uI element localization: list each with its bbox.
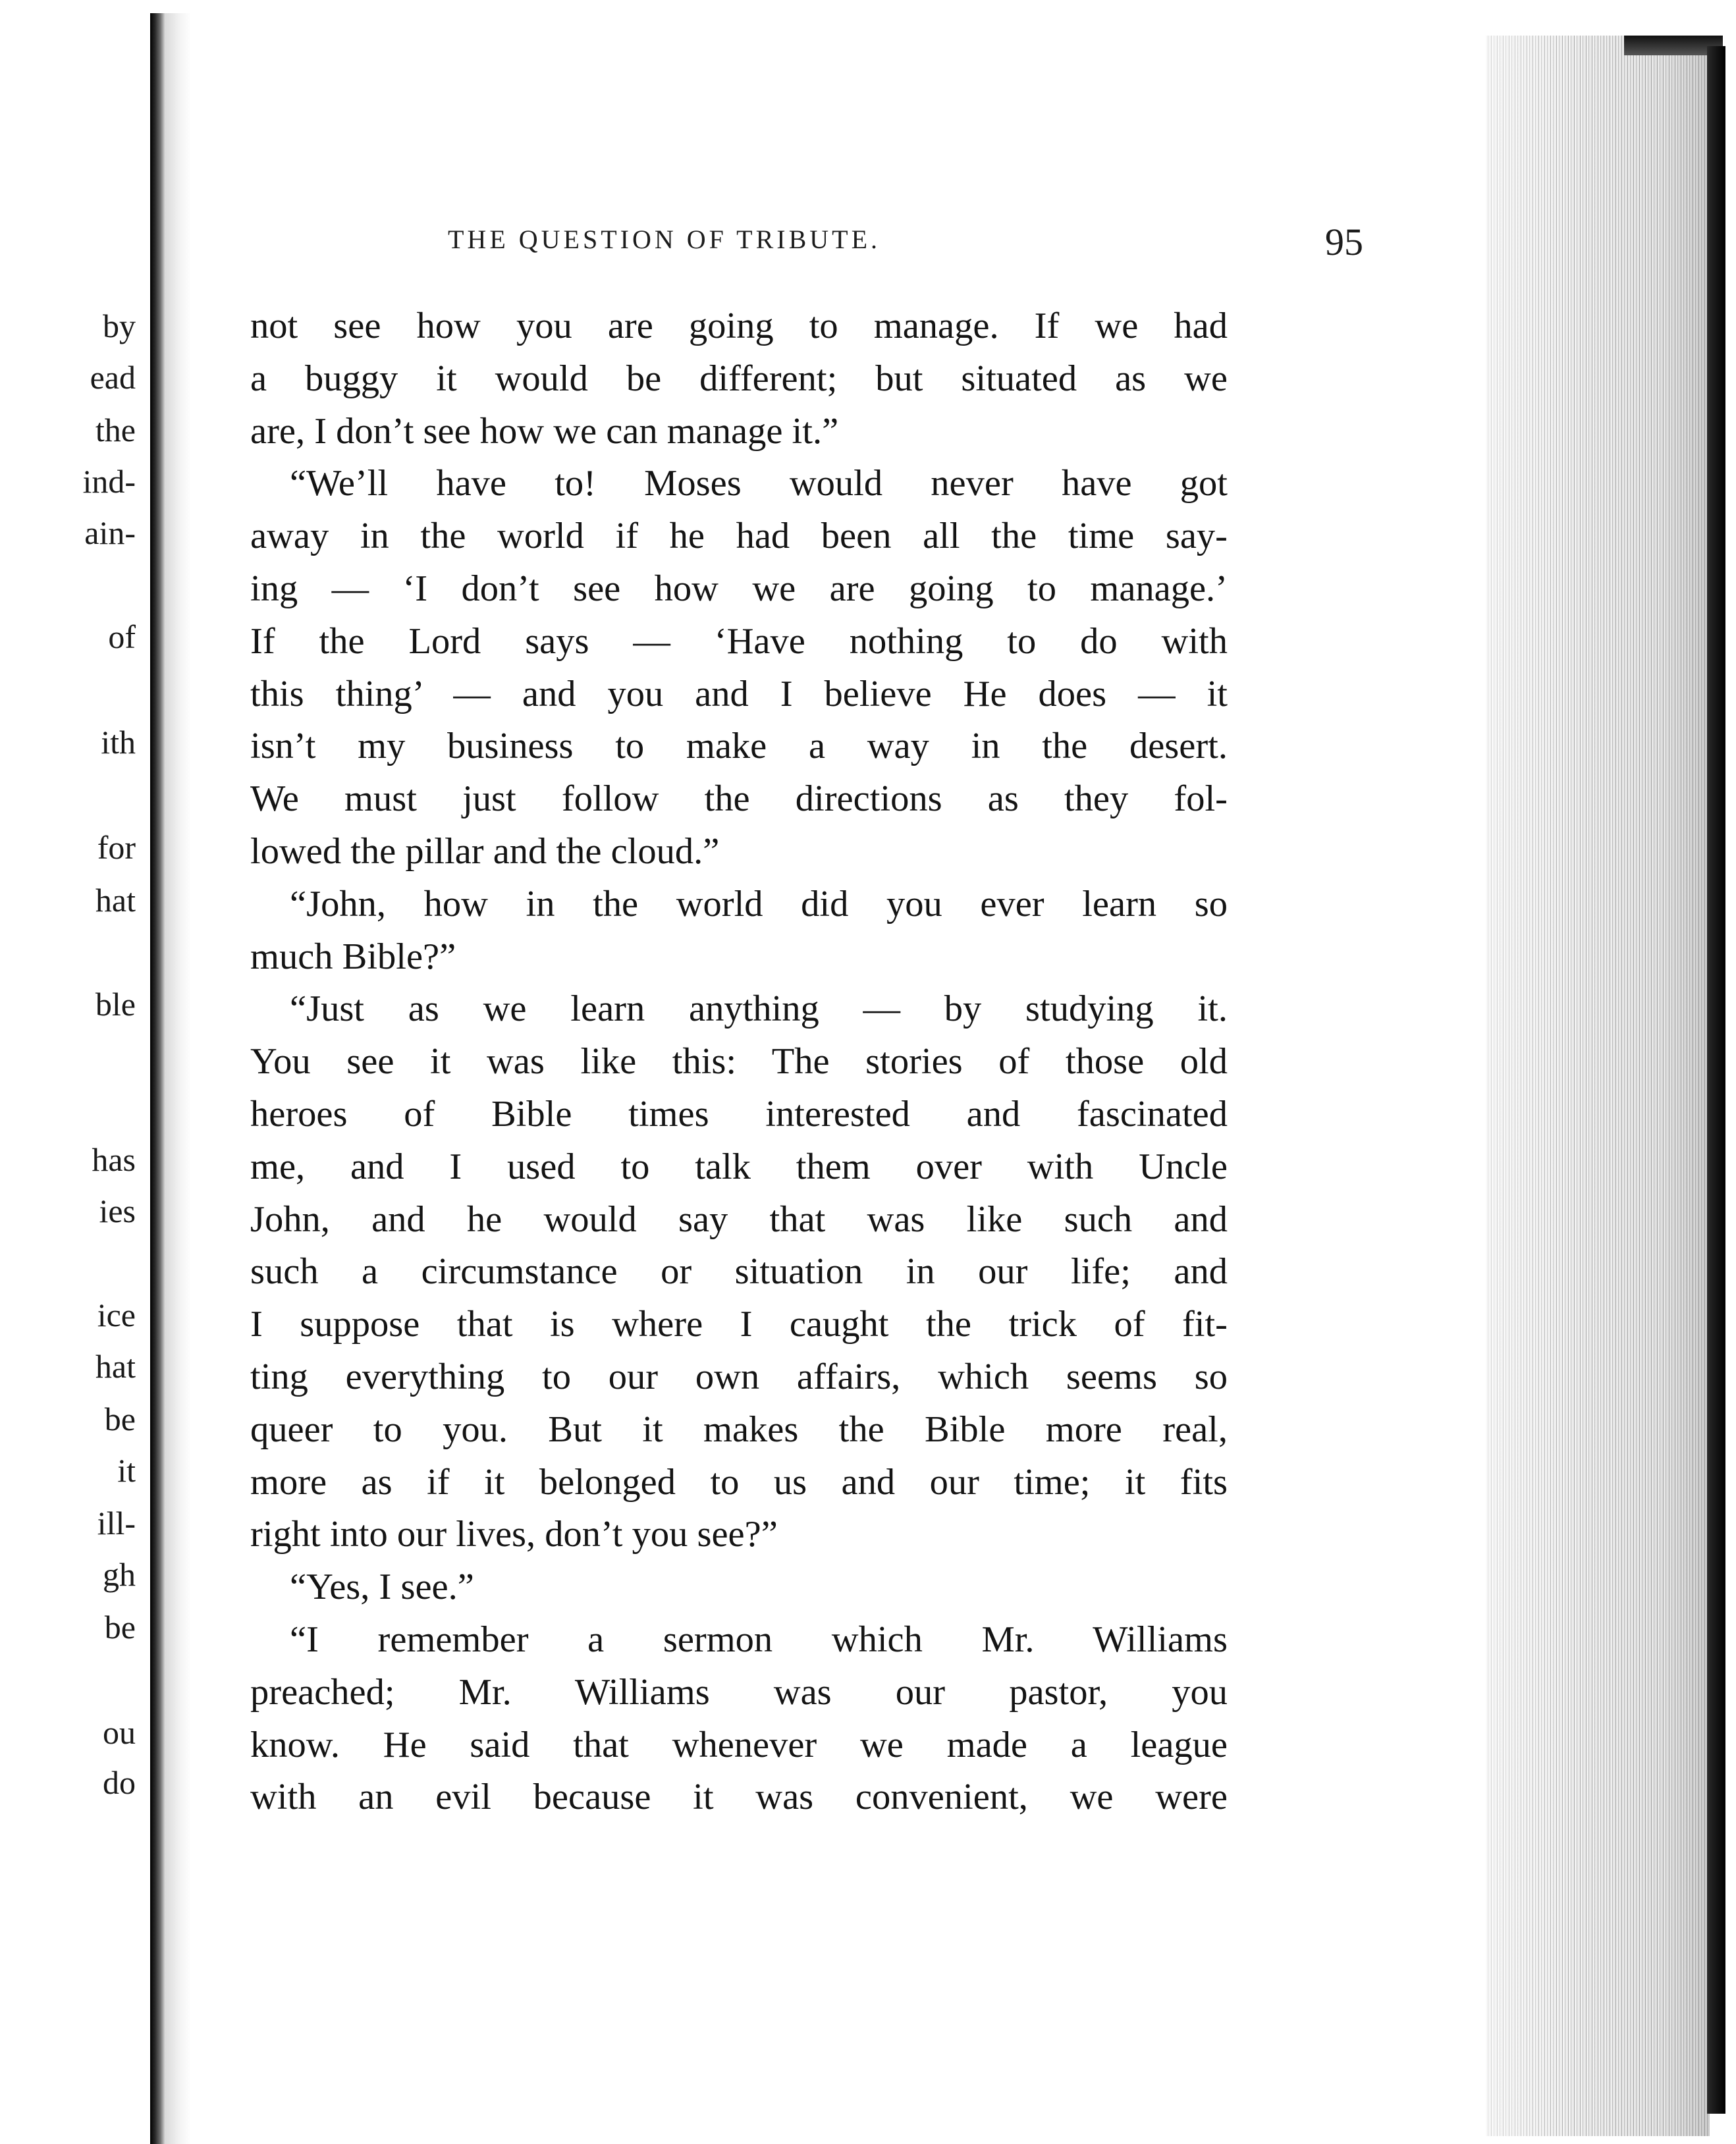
text-line: not see how you are going to manage. If we had [250,306,1228,346]
prev-page-fragment: hat [95,1348,136,1385]
text-line: ing — ‘I don’t see how we are going to manage.’ [250,568,1228,609]
text-line: “I remember a sermon which Mr. Williams [290,1619,1228,1660]
text-line: a buggy it would be different; but situated as we [250,358,1228,399]
text-line: lowed the pillar and the cloud.” [250,830,720,872]
text-line: are, I don’t see how we can manage it.” [250,410,839,452]
text-line: such a circumstance or situation in our life; and [250,1251,1228,1293]
prev-page-fragment: ind- [82,463,136,500]
text-line: “Just as we learn anything — by studying it. [290,988,1228,1030]
text-line: away in the world if he had been all the time say- [250,516,1228,557]
prev-page-fragment: hat [95,882,136,919]
running-head [448,220,1363,266]
text-line: know. He said that whenever we made a league [250,1724,1228,1765]
text-line: “We’ll have to! Moses would never have got [290,463,1228,504]
text-line: I suppose that is where I caught the trick of fit- [250,1304,1228,1345]
prev-page-fragment: by [103,308,136,344]
text-line: isn’t my business to make a way in the desert. [250,726,1228,767]
prev-page-fragment: has [92,1141,136,1178]
body-text [250,300,1228,1824]
prev-page-fragment: ith [101,724,136,761]
prev-page-fragment: for [97,829,136,866]
text-line: me, and I used to talk them over with Uncle [250,1146,1228,1187]
text-line: much Bible?” [250,936,456,977]
prev-page-fragment: ead [90,359,136,396]
gutter-shadow [165,13,191,2144]
text-line: with an evil because it was convenient, we were [250,1777,1228,1818]
text-line: preached; Mr. Williams was our pastor, you [250,1671,1228,1713]
text-line: “John, how in the world did you ever learn so [290,883,1228,925]
previous-page-sliver [0,0,150,2144]
prev-page-fragment: ice [97,1297,136,1333]
prev-page-fragment: ill- [97,1505,136,1541]
prev-page-fragment: gh [103,1556,136,1593]
book-back-cover [1707,46,1725,2114]
text-line: John, and he would say that was like such and [250,1198,1228,1240]
book-page [191,0,1486,2144]
page-number: 95 [1325,221,1363,263]
text-line: You see it was like this: The stories of those old [250,1041,1228,1083]
book-gutter [150,13,165,2144]
prev-page-fragment: ble [95,986,136,1023]
text-line: We must just follow the directions as they fol- [250,778,1228,820]
text-line: If the Lord says — ‘Have nothing to do with [250,620,1228,662]
prev-page-fragment: of [108,618,136,655]
running-title: THE QUESTION OF TRIBUTE. [448,225,881,254]
prev-page-fragment: ou [103,1714,136,1751]
prev-page-fragment: ies [99,1193,136,1229]
text-line: heroes of Bible times interested and fascinated [250,1093,1228,1135]
text-line: “Yes, I see.” [290,1567,474,1608]
text-line: ting everything to our own affairs, which seems so [250,1356,1228,1397]
prev-page-fragment: ain- [84,514,136,551]
text-line: queer to you. But it makes the Bible more real, [250,1408,1228,1450]
prev-page-fragment: it [117,1452,136,1489]
prev-page-fragment: be [104,1609,136,1646]
prev-page-fragment: the [95,412,136,448]
prev-page-fragment: do [103,1764,136,1801]
text-line: right into our lives, don’t you see?” [250,1514,778,1555]
book-fore-edge [1486,0,1736,2144]
text-line: more as if it belonged to us and our time; it fits [250,1461,1228,1503]
page-edges-shade [1486,36,1710,2136]
text-line: this thing’ — and you and I believe He does — it [250,673,1228,714]
prev-page-fragment: be [104,1401,136,1437]
